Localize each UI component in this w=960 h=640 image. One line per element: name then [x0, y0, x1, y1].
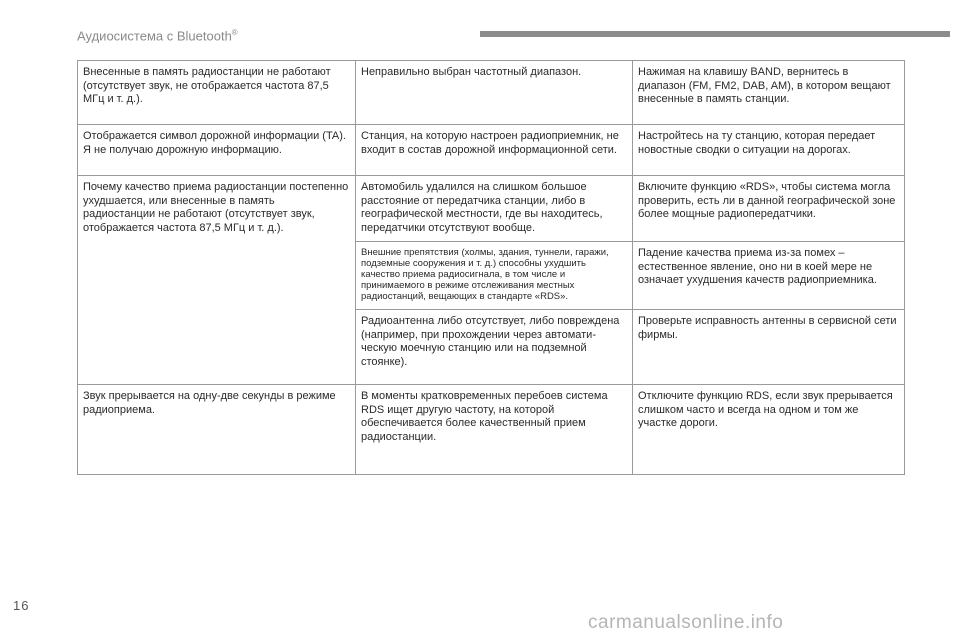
cause-cell: Неправильно выбран частотный диапазон.	[356, 61, 633, 125]
table-row	[78, 385, 905, 475]
solution-cell: Падение качества приема из-за помех – естественное явление, оно ни в коей мере не означает ухудшения качеств радиоприемника.	[633, 242, 905, 310]
table-row	[78, 125, 905, 176]
cause-cell: В моменты кратковременных перебоев система RDS ищет другую частоту, на которой обеспечивается более качественный прием радиостанции.	[356, 385, 633, 475]
header-divider-bar	[480, 31, 950, 37]
problem-cell: Внесенные в память радиостанции не работают (отсутствует звук, не отображается частота 87,5 МГц и т. д.).	[78, 61, 356, 125]
watermark-text: carmanualsonline.info	[588, 612, 784, 633]
problem-cell: Почему качество приема радиостанции постепенно ухудшается, или внесенные в память радиостанции не работают (отсутствует звук, отображается частота 87,5 МГц и т. д.).	[78, 176, 356, 385]
table-row	[78, 176, 905, 242]
header-title-text: Аудиосистема с Bluetooth	[77, 28, 232, 44]
solution-cell: Нажимая на клавишу BAND, вернитесь в диапазон (FM, FM2, DAB, AM), в котором вещают внесенные в память станции.	[633, 61, 905, 125]
cause-cell: Станция, на которую настроен радиоприемник, не входит в состав дорожной информационной сети.	[356, 125, 633, 176]
solution-cell: Включите функцию «RDS», чтобы система могла проверить, есть ли в данной географической зоне более мощные радиопередатчики.	[633, 176, 905, 242]
cause-cell: Радиоантенна либо отсутствует, либо повреждена (например, при прохождении через автоматическую моечную станцию или на подземной стоянке).	[356, 310, 633, 385]
page-header-title	[77, 28, 238, 43]
solution-cell: Проверьте исправность антенны в сервисной сети фирмы.	[633, 310, 905, 385]
page-number: 16	[13, 598, 30, 613]
cause-cell: Внешние препятствия (холмы, здания, туннели, гаражи, подземные сооружения и т. д.) способны ухудшить качество приема радиосигнала, в том числе и принимаемого в режиме отслеживания местных радиостанций, вещающих в стандарте «RDS».	[356, 242, 633, 310]
table-row	[78, 61, 905, 125]
cause-cell: Автомобиль удалился на слишком большое расстояние от передатчика станции, либо в географической местности, где вы находитесь, передатчики отсутствуют вообще.	[356, 176, 633, 242]
solution-cell: Настройтесь на ту станцию, которая передает новостные сводки о ситуации на дорогах.	[633, 125, 905, 176]
troubleshooting-table	[77, 60, 905, 475]
header-title-sup: ®	[231, 28, 238, 37]
problem-cell: Звук прерывается на одну-две секунды в режиме радиоприема.	[78, 385, 356, 475]
solution-cell: Отключите функцию RDS, если звук прерывается слишком часто и всегда на одном и том же участке дороги.	[633, 385, 905, 475]
problem-cell: Отображается символ дорожной информации (TA). Я не получаю дорожную информацию.	[78, 125, 356, 176]
